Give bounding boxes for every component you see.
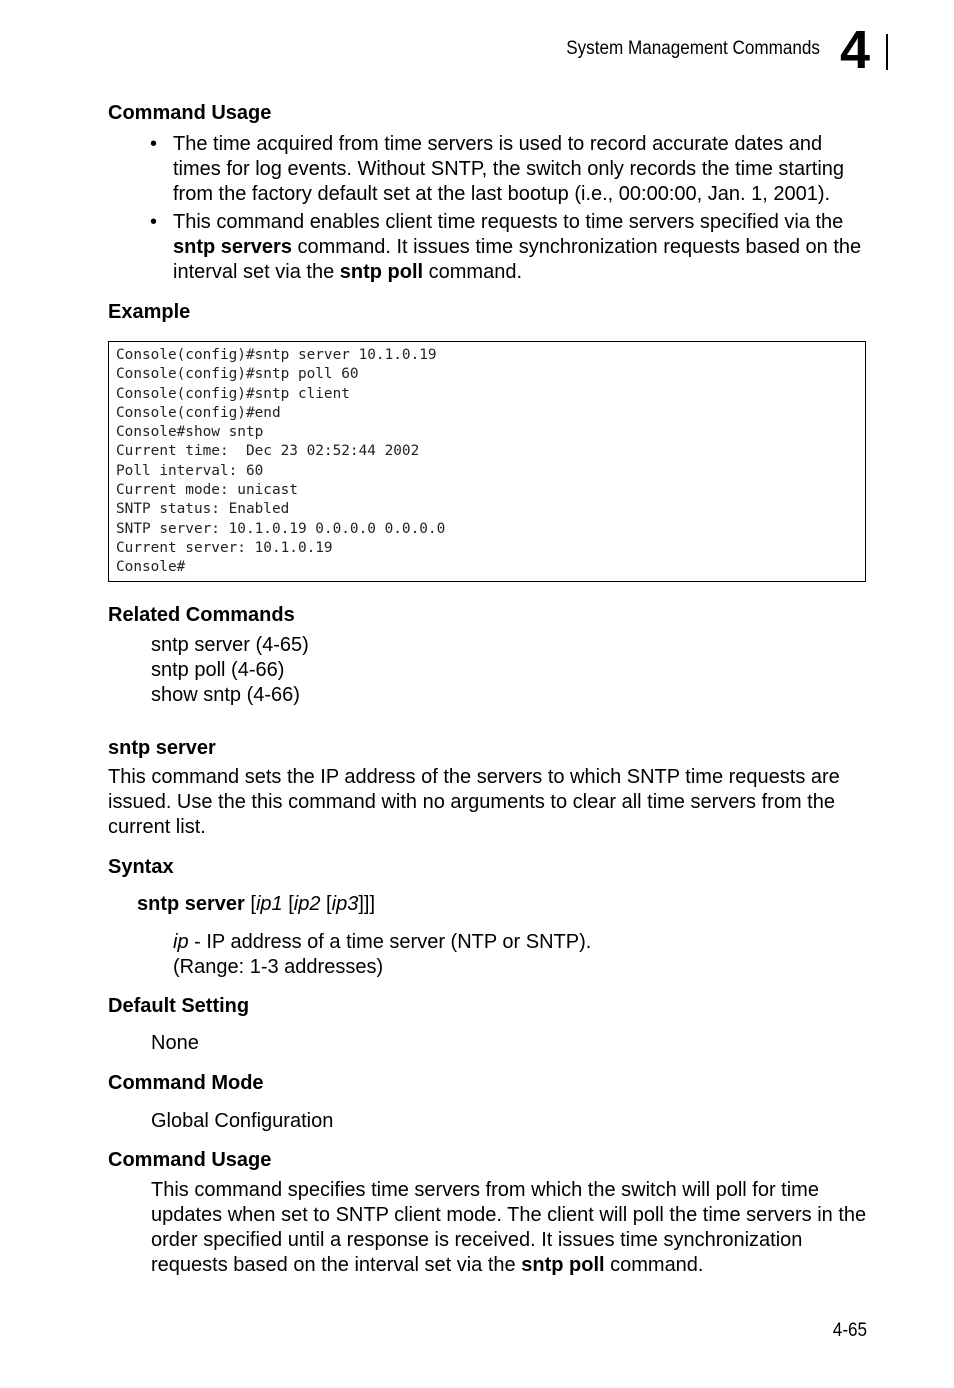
example-heading: Example <box>108 301 191 323</box>
syntax-param-desc <box>173 930 591 980</box>
syntax-param: ip2 <box>293 893 321 915</box>
code-line: SNTP server: 10.1.0.19 0.0.0.0 0.0.0.0 <box>116 520 446 537</box>
section-title: sntp server <box>108 737 216 759</box>
example-code-block <box>108 341 866 582</box>
param-range: (Range: 1-3 addresses) <box>173 956 384 978</box>
code-line: Poll interval: 60 <box>116 462 264 479</box>
syntax-heading: Syntax <box>108 856 174 878</box>
command-mode-value: Global Configuration <box>151 1110 334 1132</box>
syntax-bracket: [ <box>244 893 256 915</box>
syntax-bracket: [ <box>320 893 332 915</box>
command-mode-heading: Command Mode <box>108 1072 264 1094</box>
syntax-param: ip1 <box>255 893 283 915</box>
command-ref: sntp poll <box>521 1254 605 1276</box>
related-command-item: sntp poll (4-66) <box>151 659 285 681</box>
default-setting-value: None <box>151 1032 199 1054</box>
related-command-item: show sntp (4-66) <box>151 684 300 706</box>
bullet-text: command. It issues time synchronization requests based on the interval set via the <box>173 236 862 283</box>
syntax-line <box>137 892 375 917</box>
command-usage-heading: Command Usage <box>108 102 272 124</box>
default-setting-heading: Default Setting <box>108 995 250 1017</box>
chapter-number: 4 <box>840 20 871 80</box>
code-line: Console#show sntp <box>116 424 264 441</box>
bullet-text: command. <box>423 261 523 283</box>
related-command-item: sntp server (4-65) <box>151 634 309 656</box>
code-line: Current time: Dec 23 02:52:44 2002 <box>116 443 420 460</box>
code-line: SNTP status: Enabled <box>116 501 290 518</box>
syntax-bracket: ]]] <box>358 893 375 915</box>
section-description: This command sets the IP address of the servers to which SNTP time requests are issued. Use the this command with no arguments to clear all time servers from the current list. <box>108 766 840 838</box>
param-name: ip <box>173 931 189 953</box>
syntax-param: ip3 <box>331 893 359 915</box>
syntax-command: sntp server <box>137 893 245 915</box>
command-ref: sntp poll <box>339 261 424 283</box>
running-header: System Management Commands <box>566 38 820 59</box>
command-ref: sntp servers <box>173 236 292 258</box>
page-number: 4-65 <box>832 1320 867 1341</box>
usage-bullet <box>150 132 870 207</box>
code-line: Current mode: unicast <box>116 482 298 499</box>
code-line: Current server: 10.1.0.19 <box>116 539 333 556</box>
code-line: Console(config)#sntp server 10.1.0.19 <box>116 347 437 363</box>
command-usage-heading: Command Usage <box>108 1149 272 1171</box>
usage-text: command. <box>604 1254 704 1276</box>
code-line: Console(config)#sntp poll 60 <box>116 366 359 383</box>
chapter-bar <box>886 34 888 70</box>
related-commands-list <box>151 633 309 708</box>
syntax-bracket: [ <box>282 893 294 915</box>
bullet-text: The time acquired from time servers is used to record accurate dates and times for log events. Without SNTP, the switch only records the time starting from the factory default set at the last bootup (i.e., 00:00:00, Jan. 1, 2001). <box>173 133 845 205</box>
bullet-icon: • <box>150 211 158 233</box>
usage-bullet-list <box>150 132 870 288</box>
bullet-text: This command enables client time requests to time servers specified via the <box>173 211 844 233</box>
command-usage-text <box>151 1178 867 1278</box>
code-line: Console# <box>116 559 186 576</box>
code-line: Console(config)#sntp client <box>116 385 350 402</box>
usage-bullet <box>150 210 870 285</box>
param-text: - IP address of a time server (NTP or SNTP). <box>188 931 592 953</box>
code-line: Console(config)#end <box>116 404 281 421</box>
related-commands-heading: Related Commands <box>108 604 295 626</box>
usage-text: This command specifies time servers from which the switch will poll for time updates when set to SNTP client mode. The client will poll the time servers in the order specified until a response is received. It issues time synchronization requests based on the interval set via the <box>151 1179 867 1276</box>
bullet-icon: • <box>150 133 158 155</box>
